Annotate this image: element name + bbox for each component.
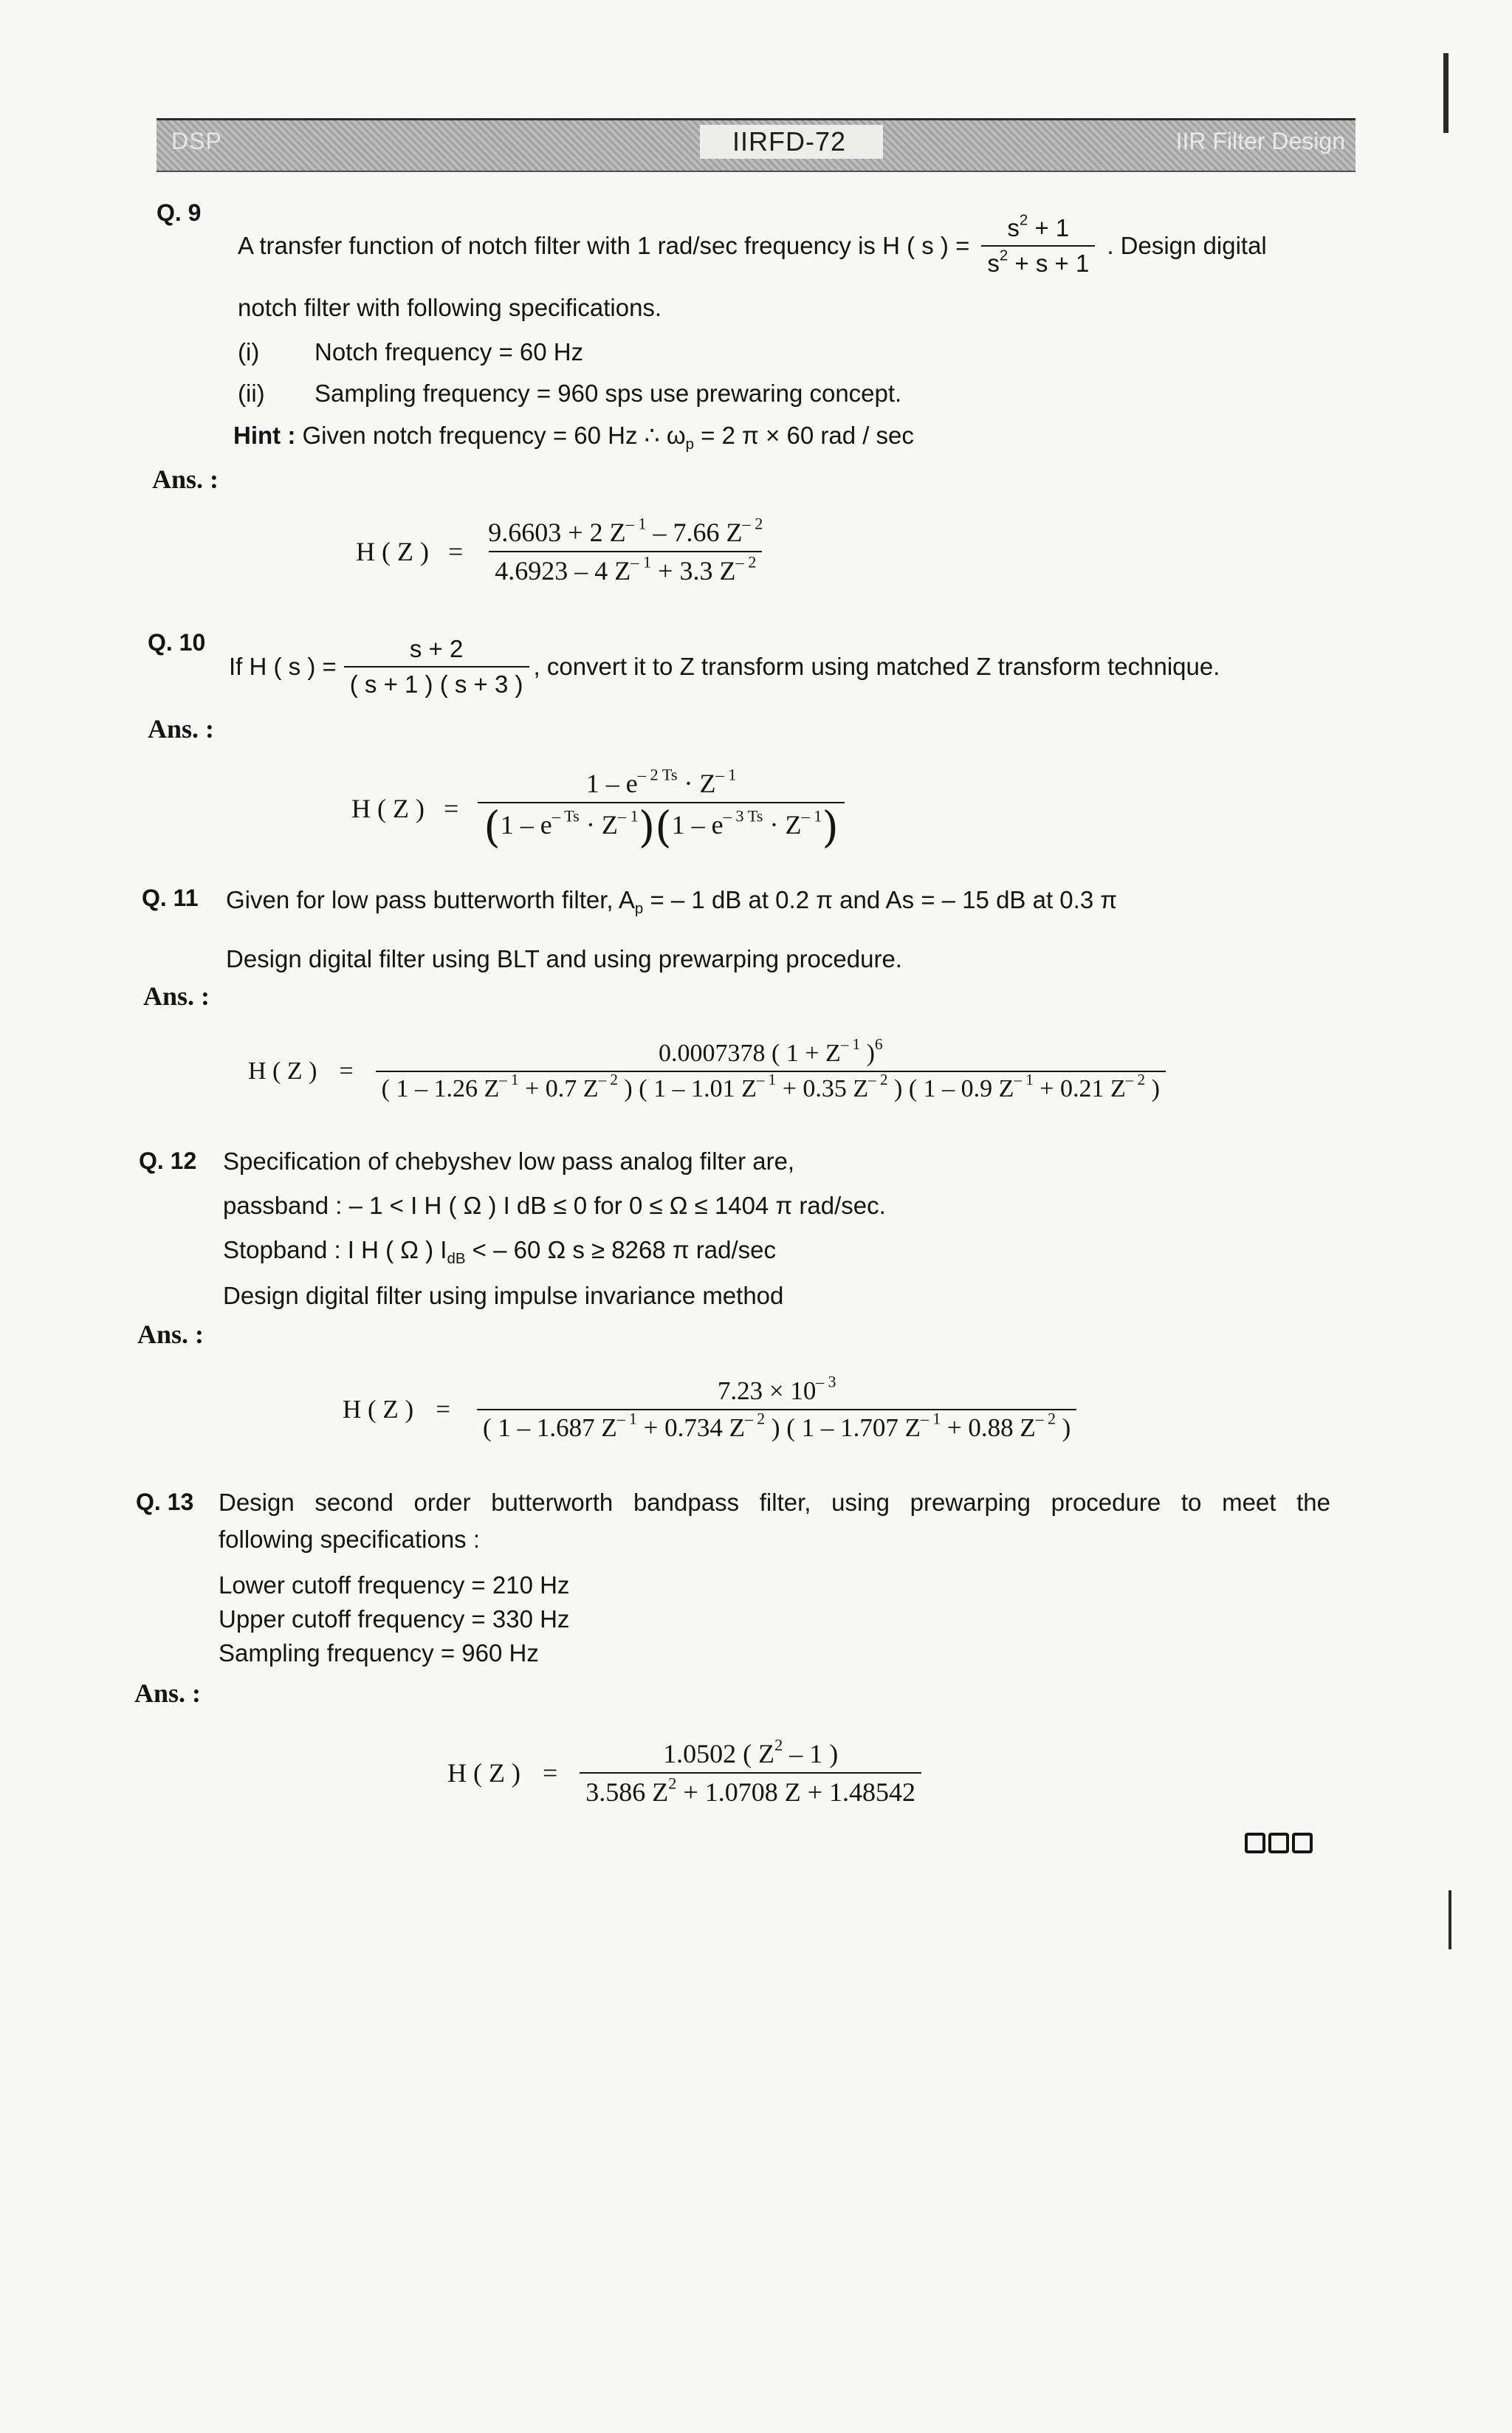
- q9-hint-sub: p: [685, 436, 694, 453]
- q9-line1-pre: A transfer function of notch filter with 1 rad/sec frequency is H ( s ) =: [238, 232, 970, 259]
- q13-answer-fraction: $\frac{1.0502 ( Z^2 - 1 )}{3.586 Z^2 + 1.0708 Z + 1.48542}$: [580, 1738, 921, 1808]
- q9-answer-lhs: H ( Z ): [356, 537, 429, 566]
- q10-hs-denominator: ( s + 1 ) ( s + 3 ): [344, 666, 529, 699]
- q12-answer-label: Ans. :: [137, 1320, 205, 1349]
- end-box-1: [1245, 1833, 1265, 1853]
- q11-answer-fraction: 0.0007378 ( $1 + Z^{- 1}$ )$^6$ ( 1 – 1.26 $Z^{- 1} + 0.7$ $Z^{- 2}$ ) ( 1 – 1.01 $Z^{- 1} + 0.35$ $Z^{- 2}$ ) ( 1 – 0.9 $Z^{- 1} + 0.21$ $Z^{- 2}$ ): [376, 1040, 1166, 1103]
- q9-line1-post: . Design digital: [1107, 232, 1267, 259]
- q9-answer-equation: [356, 514, 769, 586]
- end-of-section-mark: [1245, 1833, 1313, 1853]
- end-box-2: [1268, 1833, 1289, 1853]
- q13-answer-label: Ans. :: [134, 1678, 202, 1708]
- q13-answer-equals: =: [542, 1758, 558, 1788]
- q12-answer-equation: [343, 1373, 1076, 1443]
- q9-item2-number: (ii): [238, 380, 265, 407]
- q12-answer-fraction: $7.23 \times 10^{- 3}$ ( 1 – 1.687 $Z^{- 1} + 0.734$ $Z^{- 2}$ ) ( 1 – 1.707 $Z^{- 1} + 0.88$ $Z^{- 2}$ ): [477, 1376, 1076, 1443]
- q9-answer-fraction: $\frac{9.6603 + 2 Z^{- 1} - 7.66 Z^{- 2}}{4.6923 - 4 Z^{- 1} + 3.3 Z^{- 2}}$: [488, 514, 763, 586]
- q9-answer-equals: =: [447, 537, 464, 566]
- q13-answer-lhs: H ( Z ): [447, 1758, 520, 1788]
- q9-line2: notch filter with following specifications.: [238, 294, 662, 321]
- q13-spec2: Upper cutoff frequency = 330 Hz: [219, 1605, 570, 1633]
- q10-label: Q. 10: [148, 629, 206, 656]
- page-header: [157, 118, 1355, 172]
- q13-spec1: Lower cutoff frequency = 210 Hz: [219, 1571, 570, 1599]
- q9-label: Q. 9: [157, 199, 202, 226]
- q10-answer-fraction: $\frac{1 - e^{- 2 Ts} \cdot Z^{- 1}}{(1 - e^{- Ts} \cdot Z^{- 1})(1 - e^{- 3 Ts} \cdot Z^{- 1})}$: [478, 768, 845, 849]
- q13-line1: [219, 1489, 1330, 1517]
- q9-hint-label: Hint :: [233, 422, 296, 449]
- q10-line: [229, 635, 1220, 699]
- q9-answer-label: Ans. :: [152, 464, 219, 494]
- q10-text-pre: If H ( s ) =: [229, 653, 337, 680]
- q10-answer-equals: =: [443, 793, 459, 823]
- q9-item2: Sampling frequency = 960 sps use prewaring concept.: [315, 380, 902, 407]
- q13-line1-text: Design second order butterworth bandpass filter, using prewarping procedure to meet the: [219, 1489, 1330, 1516]
- q10-answer-lhs: H ( Z ): [351, 793, 425, 823]
- q11-line1-post: = – 1 dB at 0.2 π and As = – 15 dB at 0.3 π: [650, 886, 1118, 913]
- q13-answer-equation: [447, 1735, 921, 1808]
- q11-answer-lhs: H ( Z ): [248, 1057, 317, 1085]
- q12-answer-equals: =: [436, 1395, 450, 1424]
- q12-line3-pre: Stopband : I H ( Ω ) I: [223, 1236, 447, 1263]
- header-left-text: DSP: [171, 128, 222, 154]
- q13-line2: following specifications :: [219, 1526, 481, 1553]
- q11-label: Q. 11: [142, 885, 199, 911]
- q12-line3: [223, 1236, 776, 1268]
- q9-line1: [238, 211, 1267, 278]
- q13-spec3: Sampling frequency = 960 Hz: [219, 1639, 539, 1667]
- end-box-3: [1292, 1833, 1313, 1853]
- q11-answer-equals: =: [339, 1057, 354, 1085]
- q11-answer-label: Ans. :: [143, 981, 210, 1011]
- q12-answer-lhs: H ( Z ): [343, 1395, 414, 1424]
- q12-label: Q. 12: [139, 1147, 197, 1174]
- q9-hint-pre: Given notch frequency = 60 Hz ∴ ω: [302, 422, 686, 449]
- q13-label: Q. 13: [136, 1489, 194, 1515]
- q9-item1: Notch frequency = 60 Hz: [315, 338, 584, 366]
- q10-answer-equation: [351, 765, 845, 852]
- q11-line1-sub: p: [634, 900, 644, 918]
- q12-line1: Specification of chebyshev low pass analog filter are,: [223, 1147, 795, 1175]
- q12-line3-sub: dB: [447, 1250, 466, 1268]
- scan-mark-top-right: [1443, 53, 1449, 133]
- q11-line2: Design digital filter using BLT and using prewarping procedure.: [226, 945, 902, 972]
- scan-mark-right: [1449, 1890, 1451, 1949]
- q9-transfer-fraction: $\frac{s^2 + 1}{s^2 + s + 1}$: [981, 214, 1095, 278]
- header-page-number: IIRFD-72: [700, 125, 883, 159]
- q9-hint-post: = 2 π × 60 rad / sec: [701, 422, 914, 449]
- q10-answer-label: Ans. :: [148, 714, 215, 744]
- q12-line2: passband : – 1 < I H ( Ω ) I dB ≤ 0 for 0 ≤ Ω ≤ 1404 π rad/sec.: [223, 1192, 886, 1219]
- q12-line4: Design digital filter using impulse invariance method: [223, 1282, 784, 1309]
- q10-text-post: , convert it to Z transform using matched Z transform technique.: [533, 653, 1220, 680]
- q12-line3-post: < – 60 Ω s ≥ 8268 π rad/sec: [472, 1236, 776, 1263]
- q10-hs-fraction: [344, 635, 529, 699]
- q9-item1-number: (i): [238, 338, 260, 366]
- q11-answer-equation: [248, 1035, 1166, 1103]
- q9-hint: [233, 421, 914, 453]
- q11-line1-pre: Given for low pass butterworth filter, A: [226, 886, 635, 913]
- q10-hs-numerator: s + 2: [409, 635, 464, 662]
- q11-line1: [226, 886, 1118, 918]
- header-right-text: IIR Filter Design: [1175, 128, 1345, 154]
